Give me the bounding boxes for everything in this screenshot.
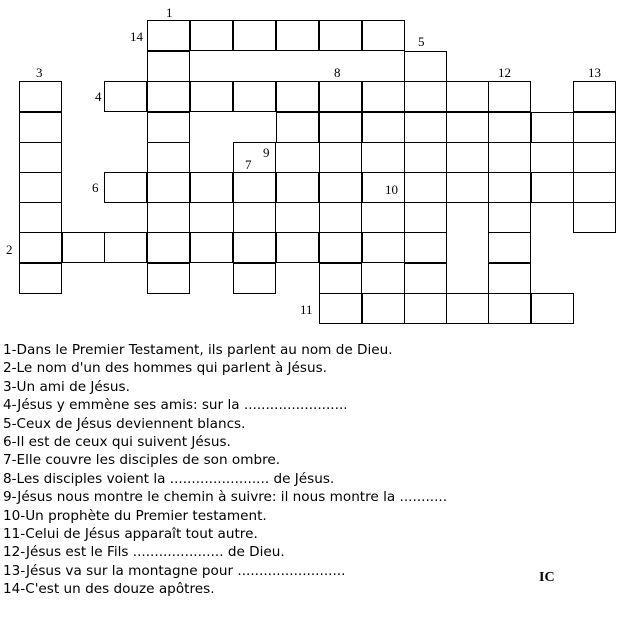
crossword-cell-r6-c9[interactable] <box>404 202 447 233</box>
clue-1: 1-Dans le Premier Testament, ils parlent au nom de Dieu. <box>3 342 393 358</box>
clue-7: 7-Elle couvre les disciples de son ombre. <box>3 452 281 469</box>
crossword-cell-r8-c9[interactable] <box>404 263 447 294</box>
crossword-cell-r2-c4[interactable] <box>190 81 233 112</box>
crossword-cell-r0-c6[interactable] <box>276 20 319 51</box>
clue-10: 10-Un prophète du Premier testament. <box>3 507 267 524</box>
crossword-cell-r7-c11[interactable] <box>488 232 531 263</box>
clue-8: 8-Les disciples voient la ....................... de Jésus. <box>3 470 335 487</box>
crossword-cell-r6-c11[interactable] <box>488 202 531 233</box>
crossword-cell-r3-c13[interactable] <box>573 112 616 143</box>
crossword-cell-r4-c5[interactable] <box>233 142 276 173</box>
crossword-cell-r0-c8[interactable] <box>362 20 405 51</box>
clue-number-10: 10 <box>385 182 398 197</box>
crossword-cell-r4-c11[interactable] <box>488 142 531 173</box>
clue-4: 4-Jésus y emmène ses amis: sur la ........................ <box>3 397 348 414</box>
crossword-cell-r5-c10[interactable] <box>446 172 489 203</box>
clue-13: 13-Jésus va sur la montagne pour ......................... <box>3 562 346 579</box>
clue-2: 2-Le nom d'un des hommes qui parlent à Jésus. <box>3 360 327 377</box>
crossword-cell-r7-c7[interactable] <box>319 232 362 263</box>
clue-list <box>3 341 623 599</box>
crossword-cell-r7-c4[interactable] <box>190 232 233 263</box>
crossword-cell-r2-c11[interactable] <box>488 81 531 112</box>
crossword-cell-r7-c8[interactable] <box>362 232 405 263</box>
crossword-cell-r0-c5[interactable] <box>233 20 276 51</box>
crossword-cell-r9-c8[interactable] <box>362 293 405 324</box>
crossword-cell-r5-c9[interactable] <box>404 172 447 203</box>
clue-14: 14-C'est un des douze apôtres. <box>3 581 215 598</box>
crossword-cell-r2-c7[interactable] <box>319 81 362 112</box>
crossword-cell-r2-c13[interactable] <box>573 81 616 112</box>
crossword-cell-r8-c3[interactable] <box>147 263 190 294</box>
crossword-cell-r8-c5[interactable] <box>233 263 276 294</box>
crossword-cell-r8-c0[interactable] <box>19 263 62 294</box>
crossword-cell-r5-c4[interactable] <box>190 172 233 203</box>
crossword-cell-r4-c3[interactable] <box>147 142 190 173</box>
crossword-cell-r2-c10[interactable] <box>446 81 489 112</box>
crossword-cell-r6-c7[interactable] <box>319 202 362 233</box>
crossword-cell-r6-c5[interactable] <box>233 202 276 233</box>
clue-11: 11-Celui de Jésus apparaît tout autre. <box>3 526 258 543</box>
crossword-cell-r7-c6[interactable] <box>276 232 319 263</box>
clue-12: 12-Jésus est le Fils ..................... de Dieu. <box>3 544 285 561</box>
crossword-cell-r4-c9[interactable] <box>404 142 447 173</box>
crossword-cell-r2-c0[interactable] <box>19 81 62 112</box>
crossword-cell-r3-c9[interactable] <box>404 112 447 143</box>
crossword-cell-r4-c0[interactable] <box>19 142 62 173</box>
crossword-cell-r2-c3[interactable] <box>147 81 190 112</box>
crossword-cell-r2-c8[interactable] <box>362 81 405 112</box>
crossword-cell-r1-c3[interactable] <box>147 51 190 82</box>
crossword-cell-r8-c7[interactable] <box>319 263 362 294</box>
clue-number-14: 14 <box>130 29 143 44</box>
crossword-cell-r7-c5[interactable] <box>233 232 276 263</box>
clue-number-2: 2 <box>6 242 13 257</box>
crossword-cell-r2-c5[interactable] <box>233 81 276 112</box>
crossword-cell-r7-c9[interactable] <box>404 232 447 263</box>
crossword-cell-r3-c7[interactable] <box>319 112 362 143</box>
crossword-cell-r5-c8[interactable] <box>362 172 405 203</box>
crossword-cell-r5-c0[interactable] <box>19 172 62 203</box>
clue-number-12: 12 <box>498 65 511 80</box>
crossword-cell-r9-c10[interactable] <box>446 293 489 324</box>
clue-number-8: 8 <box>334 65 341 80</box>
crossword-cell-r4-c7[interactable] <box>319 142 362 173</box>
crossword-cell-r3-c0[interactable] <box>19 112 62 143</box>
crossword-cell-r6-c13[interactable] <box>573 202 616 233</box>
crossword-cell-r5-c3[interactable] <box>147 172 190 203</box>
signature-mark: IC <box>539 570 555 585</box>
clue-3: 3-Un ami de Jésus. <box>3 378 130 395</box>
crossword-cell-r6-c0[interactable] <box>19 202 62 233</box>
crossword-cell-r5-c13[interactable] <box>573 172 616 203</box>
crossword-cell-r3-c12[interactable] <box>531 112 574 143</box>
clue-number-4: 4 <box>95 89 102 104</box>
crossword-cell-r9-c7[interactable] <box>319 293 362 324</box>
clue-number-5: 5 <box>418 34 425 49</box>
crossword-cell-r7-c0[interactable] <box>19 232 62 263</box>
clue-number-11: 11 <box>300 302 313 317</box>
clue-number-6: 6 <box>92 180 99 195</box>
crossword-cell-r0-c7[interactable] <box>319 20 362 51</box>
clue-number-9: 9 <box>263 145 270 160</box>
crossword-cell-r3-c3[interactable] <box>147 112 190 143</box>
crossword-cell-r2-c2[interactable] <box>104 81 147 112</box>
clue-9: 9-Jésus nous montre le chemin à suivre: il nous montre la ........... <box>3 489 448 506</box>
clue-number-3: 3 <box>36 65 43 80</box>
crossword-cell-r5-c11[interactable] <box>488 172 531 203</box>
crossword-cell-r7-c3[interactable] <box>147 232 190 263</box>
crossword-cell-r5-c2[interactable] <box>104 172 147 203</box>
crossword-cell-r7-c2[interactable] <box>104 232 147 263</box>
crossword-cell-r3-c8[interactable] <box>362 112 405 143</box>
clue-6: 6-Il est de ceux qui suivent Jésus. <box>3 434 231 451</box>
crossword-cell-r2-c6[interactable] <box>276 81 319 112</box>
crossword-cell-r9-c9[interactable] <box>404 293 447 324</box>
clue-number-7: 7 <box>245 157 252 172</box>
crossword-cell-r8-c11[interactable] <box>488 263 531 294</box>
crossword-cell-r0-c4[interactable] <box>190 20 233 51</box>
clue-number-1: 1 <box>166 5 173 20</box>
crossword-cell-r5-c5[interactable] <box>233 172 276 203</box>
crossword-cell-r6-c3[interactable] <box>147 202 190 233</box>
crossword-cell-r3-c11[interactable] <box>488 112 531 143</box>
crossword-cell-r3-c6[interactable] <box>276 112 319 143</box>
crossword-cell-r4-c13[interactable] <box>573 142 616 173</box>
crossword-cell-r9-c12[interactable] <box>531 293 574 324</box>
crossword-cell-r1-c9[interactable] <box>404 51 447 82</box>
crossword-cell-r3-c10[interactable] <box>446 112 489 143</box>
clue-5: 5-Ceux de Jésus deviennent blancs. <box>3 415 246 432</box>
crossword-cell-r7-c1[interactable] <box>62 232 105 263</box>
crossword-cell-r5-c12[interactable] <box>531 172 574 203</box>
clue-number-13: 13 <box>588 65 601 80</box>
crossword-cell-r0-c3[interactable] <box>147 20 190 51</box>
crossword-cell-r2-c9[interactable] <box>404 81 447 112</box>
crossword-cell-r9-c11[interactable] <box>488 293 531 324</box>
crossword-cell-r5-c7[interactable] <box>319 172 362 203</box>
crossword-cell-r5-c6[interactable] <box>276 172 319 203</box>
